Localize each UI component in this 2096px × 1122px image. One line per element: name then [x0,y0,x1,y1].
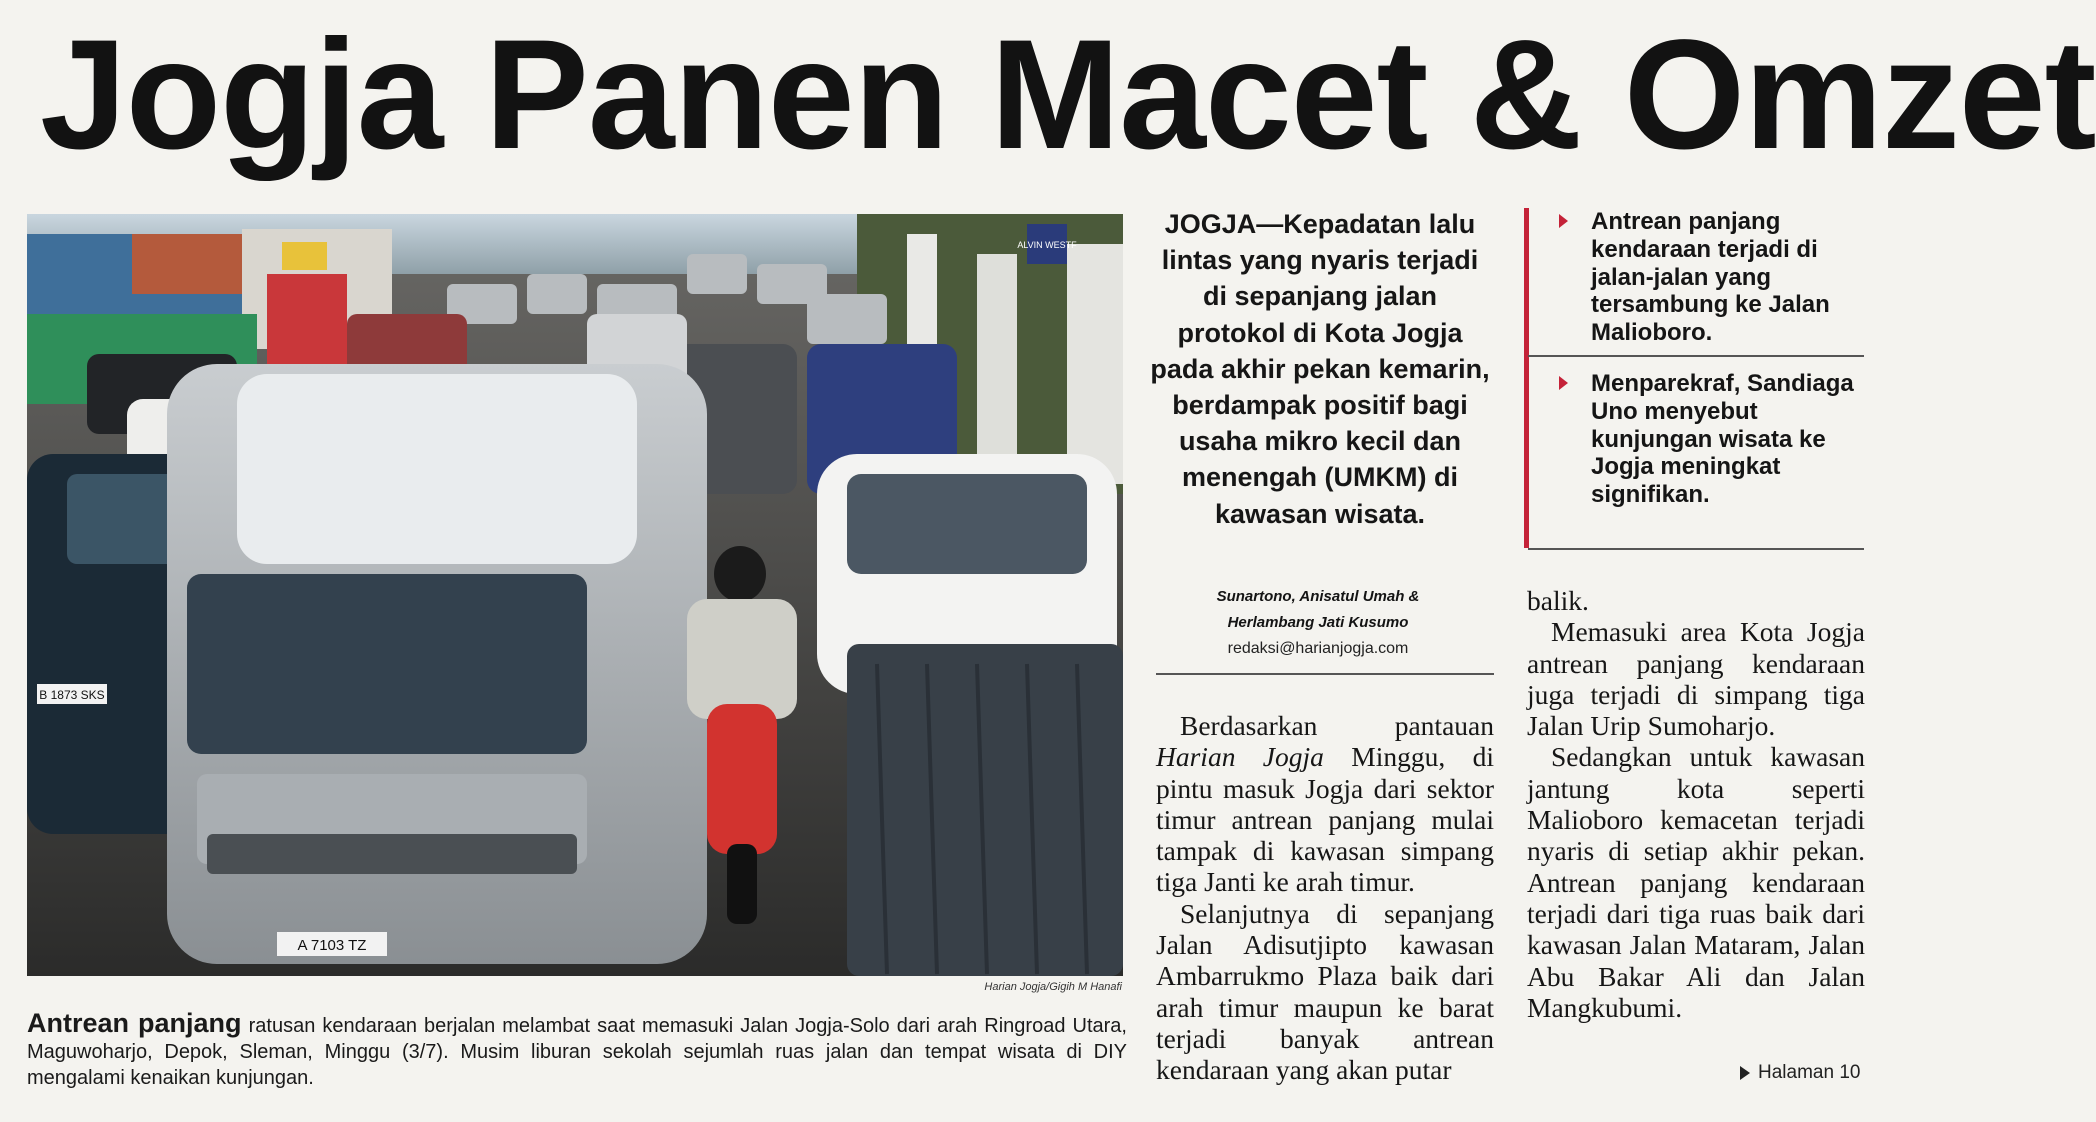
photo-credit: Harian Jogja/Gigih M Hanafi [984,981,1122,993]
photo-caption [27,1010,1127,1091]
triangle-bullet-icon [1559,214,1568,228]
body-text: Berdasarkan pantauan [1180,710,1494,741]
publication-name: Harian Jogja [1156,741,1324,773]
body-paragraph: balik. [1527,585,1589,616]
divider [1528,355,1864,357]
caption-lead: Antrean panjang [27,1008,242,1038]
body-column-right [1527,585,1865,1023]
highlight-text: Menparekraf, Sandiaga Uno menyebut kunjungan wisata ke Jogja meningkat signifikan. [1591,370,1854,509]
street-sign-text: ALVIN WESTF [1017,240,1077,250]
lede-paragraph: JOGJA—Kepadatan lalu lintas yang nyaris terjadi di sepanjang jalan protokol di Kota Jogja pada akhir pekan kemarin, berdampak positif bagi usaha mikro kecil dan menengah (UMKM) di kawasan wisata. [1150,209,1490,529]
highlight-text: Antrean panjang kendaraan terjadi di jalan-jalan yang tersambung ke Jalan Malioboro. [1591,208,1830,347]
triangle-bullet-icon [1559,376,1568,390]
caption-text: ratusan kendaraan berjalan melambat saat memasuki Jalan Jogja-Solo dari arah Ringroad Utara, Maguwoharjo, Depok, Sleman, Minggu (3/7). Musim liburan sekolah sejumlah ruas jalan dan tempat wisata di DIY mengalami kenaikan kunjungan. [27,1015,1127,1089]
body-paragraph: Sedangkan untuk kawasan jantung kota seperti Malioboro kemacetan terjadi nyaris di setiap akhir pekan. Antrean panjang kendaraan terjadi dari tiga ruas baik dari kawasan Jalan Mataram, Jalan Abu Bakar Ali dan Jalan Mangkubumi. [1527,741,1865,1023]
body-text: Minggu, di pintu masuk Jogja dari sektor timur antrean panjang mulai tampak di kawasan simpang tiga Janti ke arah timur. [1156,741,1494,898]
byline-authors-2: Herlambang Jati Kusumo [1227,614,1409,631]
news-photo [27,214,1123,976]
highlights-box [1524,208,1869,548]
body-paragraph [1156,710,1494,898]
headline: Jogja Panen Macet & Omzet [40,8,2096,182]
byline [1158,584,1478,636]
body-paragraph: Selanjutnya di sepanjang Jalan Adisutjipto kawasan Ambarrukmo Plaza baik dari arah timur maupun ke barat terjadi banyak antrean kendaraan yang akan putar [1156,897,1494,1086]
triangle-right-icon [1740,1066,1750,1080]
body-paragraph: Memasuki area Kota Jogja antrean panjang kendaraan juga terjadi di simpang tiga Jalan Urip Sumoharjo. [1527,616,1865,742]
divider [1156,673,1494,675]
van-plate: A 7103 TZ [297,937,367,954]
divider [1528,548,1864,550]
body-column-middle [1156,710,1494,1086]
page-reference [1740,1062,1865,1084]
suv-plate: B 1873 SKS [39,688,105,702]
byline-authors-1: Sunartono, Anisatul Umah & [1216,588,1420,605]
page-reference-text: Halaman 10 [1758,1062,1861,1083]
byline-email: redaksi@harianjogja.com [1227,640,1409,657]
traffic-jam-photo [27,214,1123,976]
